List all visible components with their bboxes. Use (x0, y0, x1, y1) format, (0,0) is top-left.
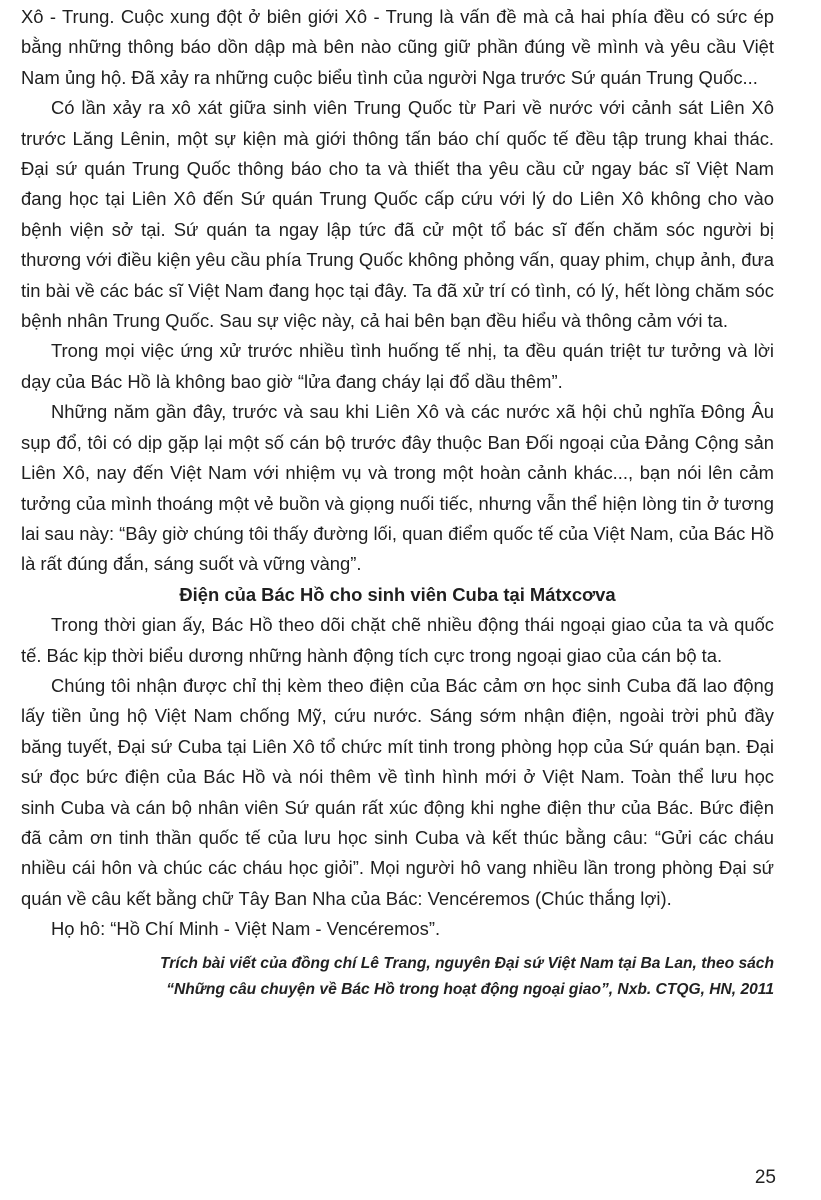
citation-line: “Những câu chuyện về Bác Hồ trong hoạt động ngoại giao”, Nxb. CTQG, HN, 2011 (166, 980, 774, 998)
paragraph: Có lần xảy ra xô xát giữa sinh viên Trung Quốc từ Pari về nước với cảnh sát Liên Xô trước Lăng Lênin, một sự kiện mà giới thông tấn báo chí quốc tế đều tập trung khai thác. Đại sứ quán Trung Quốc thông báo cho ta và thiết tha yêu cầu cử ngay bác sĩ Việt Nam đang học tại Liên Xô đến Sứ quán Trung Quốc cấp cứu với lý do Liên Xô không cho vào bệnh viện sở tại. Sứ quán ta ngay lập tức đã cử một tổ bác sĩ đến chăm sóc người bị thương với điều kiện yêu cầu phía Trung Quốc không phỏng vấn, quay phim, chụp ảnh, đưa tin bài về các bác sĩ Việt Nam đang học tại đây. Ta đã xử trí có tình, có lý, hết lòng chăm sóc bệnh nhân Trung Quốc. Sau sự việc này, cả hai bên bạn đều hiểu và thông cảm với ta. (21, 97, 774, 332)
source-citation (21, 951, 774, 1003)
citation-line: Trích bài viết của đồng chí Lê Trang, nguyên Đại sứ Việt Nam tại Ba Lan, theo sách (160, 954, 774, 972)
page-content (21, 2, 774, 1003)
paragraph: Họ hô: “Hồ Chí Minh - Việt Nam - Vencéremos”. (51, 918, 441, 940)
paragraph: Những năm gần đây, trước và sau khi Liên Xô và các nước xã hội chủ nghĩa Đông Âu sụp đổ, tôi có dịp gặp lại một số cán bộ trước đây thuộc Ban Đối ngoại của Đảng Cộng sản Liên Xô, nay đến Việt Nam với nhiệm vụ và trong một hoàn cảnh khác..., bạn nói lên cảm tưởng của mình thoáng một vẻ buồn và giọng nuối tiếc, nhưng vẫn thể hiện lòng tin ở tương lai sau này: “Bây giờ chúng tôi thấy đường lối, quan điểm quốc tế của Việt Nam, của Bác Hồ là rất đúng đắn, sáng suốt và vững vàng”. (21, 401, 774, 575)
section-heading: Điện của Bác Hồ cho sinh viên Cuba tại Mátxcơva (179, 583, 616, 605)
paragraph: Chúng tôi nhận được chỉ thị kèm theo điện của Bác cảm ơn học sinh Cuba đã lao động lấy tiền ủng hộ Việt Nam chống Mỹ, cứu nước. Sáng sớm nhận điện, ngoài trời phủ đầy băng tuyết, Đại sứ Cuba tại Liên Xô tổ chức mít tinh trong phòng họp của Sứ quán bạn. Đại sứ đọc bức điện của Bác Hồ và nói thêm về tình hình mới ở Việt Nam. Toàn thể lưu học sinh Cuba và cán bộ nhân viên Sứ quán rất xúc động khi nghe điện thư của Bác. Bức điện đã cảm ơn tinh thần quốc tế của lưu học sinh Cuba và kết thúc bằng câu: “Gửi các cháu nhiều cái hôn và chúc các cháu học giỏi”. Mọi người hô vang nhiều lần trong phòng Đại sứ quán về câu kết bằng chữ Tây Ban Nha của Bác: Vencéremos (Chúc thắng lợi). (21, 674, 774, 909)
paragraph: Trong thời gian ấy, Bác Hồ theo dõi chặt chẽ nhiều động thái ngoại giao của ta và quốc tế. Bác kịp thời biểu dương những hành động tích cực trong ngoại giao của cán bộ ta. (21, 614, 774, 666)
paragraph: Trong mọi việc ứng xử trước nhiều tình huống tế nhị, ta đều quán triệt tư tưởng và lời dạy của Bác Hồ là không bao giờ “lửa đang cháy lại đổ dầu thêm”. (21, 340, 774, 392)
paragraph: Xô - Trung. Cuộc xung đột ở biên giới Xô - Trung là vấn đề mà cả hai phía đều có sức ép bằng những thông báo dồn dập mà bên nào cũng giữ phần đúng về mình và yêu cầu Việt Nam ủng hộ. Đã xảy ra những cuộc biểu tình của người Nga trước Sứ quán Trung Quốc... (21, 6, 774, 88)
page-number: 25 (754, 1167, 776, 1188)
